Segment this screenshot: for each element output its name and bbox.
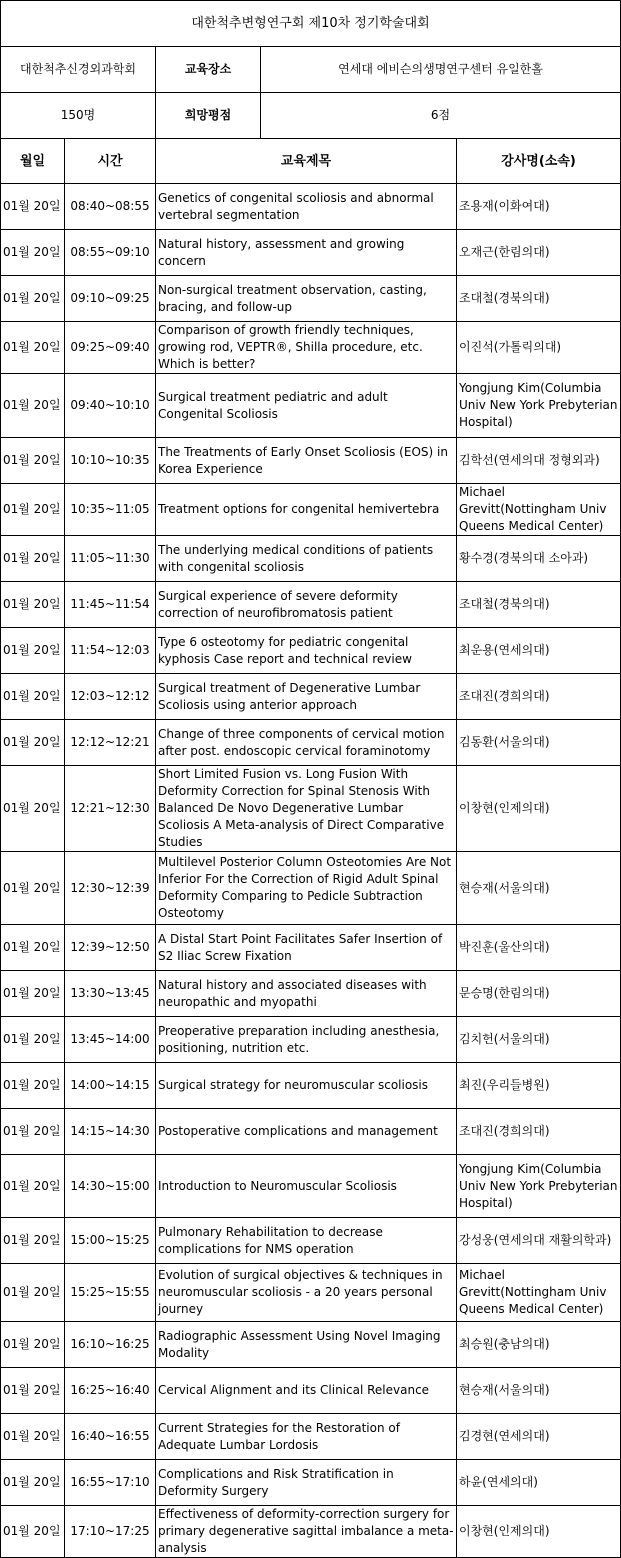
row-time: 15:25~15:55 — [65, 1264, 156, 1322]
row-speaker: 현승재(서울의대) — [457, 852, 621, 925]
row-speaker: 오재근(한림의대) — [457, 230, 621, 276]
row-date: 01월 20일 — [1, 1017, 65, 1063]
header-speaker: 강사명(소속) — [457, 139, 621, 184]
row-date: 01월 20일 — [1, 582, 65, 628]
row-time: 12:21~12:30 — [65, 766, 156, 852]
table-row — [1, 1109, 621, 1155]
row-date: 01월 20일 — [1, 766, 65, 852]
row-time: 11:54~12:03 — [65, 628, 156, 674]
row-time: 10:35~11:05 — [65, 484, 156, 536]
row-speaker: 김치헌(서울의대) — [457, 1017, 621, 1063]
row-date: 01월 20일 — [1, 438, 65, 484]
table-row — [1, 628, 621, 674]
row-date: 01월 20일 — [1, 1414, 65, 1460]
row-topic: The underlying medical conditions of patients with congenital scoliosis — [156, 536, 457, 582]
row-date: 01월 20일 — [1, 484, 65, 536]
organizer: 대한척추신경외과학회 — [1, 47, 156, 93]
row-time: 13:45~14:00 — [65, 1017, 156, 1063]
row-topic: Change of three components of cervical motion after post. endoscopic cervical foraminotomy — [156, 720, 457, 766]
row-date: 01월 20일 — [1, 628, 65, 674]
table-row — [1, 1460, 621, 1506]
row-speaker: 김동환(서울의대) — [457, 720, 621, 766]
row-topic: Type 6 osteotomy for pediatric congenital kyphosis Case report and technical review — [156, 628, 457, 674]
row-time: 13:30~13:45 — [65, 971, 156, 1017]
table-row — [1, 536, 621, 582]
points: 6점 — [261, 93, 621, 139]
row-time: 10:10~10:35 — [65, 438, 156, 484]
table-row — [1, 1155, 621, 1218]
row-speaker: 최운용(연세의대) — [457, 628, 621, 674]
row-topic: Evolution of surgical objectives & techniques in neuromuscular scoliosis - a 20 years personal journey — [156, 1264, 457, 1322]
row-speaker: 조대철(경북의대) — [457, 276, 621, 322]
table-row — [1, 322, 621, 374]
row-topic: Non-surgical treatment observation, casting, bracing, and follow-up — [156, 276, 457, 322]
points-label: 희망평점 — [156, 93, 261, 139]
row-topic: Natural history, assessment and growing concern — [156, 230, 457, 276]
row-time: 12:12~12:21 — [65, 720, 156, 766]
row-speaker: Michael Grevitt(Nottingham Univ Queens Medical Center) — [457, 1264, 621, 1322]
row-date: 01월 20일 — [1, 536, 65, 582]
row-speaker: Yongjung Kim(Columbia Univ New York Prebyterian Hospital) — [457, 1155, 621, 1218]
row-time: 11:05~11:30 — [65, 536, 156, 582]
row-date: 01월 20일 — [1, 852, 65, 925]
row-speaker: 문승명(한림의대) — [457, 971, 621, 1017]
table-row — [1, 852, 621, 925]
row-date: 01월 20일 — [1, 971, 65, 1017]
row-speaker: 최승원(충남의대) — [457, 1322, 621, 1368]
row-date: 01월 20일 — [1, 1109, 65, 1155]
venue: 연세대 에비슨의생명연구센터 유일한홀 — [261, 47, 621, 93]
row-date: 01월 20일 — [1, 276, 65, 322]
row-time: 16:40~16:55 — [65, 1414, 156, 1460]
row-topic: Comparison of growth friendly techniques, growing rod, VEPTR®, Shilla procedure, etc. Which is better? — [156, 322, 457, 374]
row-time: 14:30~15:00 — [65, 1155, 156, 1218]
row-date: 01월 20일 — [1, 184, 65, 230]
row-date: 01월 20일 — [1, 374, 65, 438]
row-date: 01월 20일 — [1, 1460, 65, 1506]
row-time: 16:55~17:10 — [65, 1460, 156, 1506]
row-time: 16:25~16:40 — [65, 1368, 156, 1414]
capacity: 150명 — [1, 93, 156, 139]
row-speaker: 조대진(경희의대) — [457, 1109, 621, 1155]
venue-label: 교육장소 — [156, 47, 261, 93]
row-topic: Surgical experience of severe deformity correction of neurofibromatosis patient — [156, 582, 457, 628]
row-date: 01월 20일 — [1, 1155, 65, 1218]
row-topic: Surgical strategy for neuromuscular scoliosis — [156, 1063, 457, 1109]
table-row — [1, 582, 621, 628]
row-topic: Genetics of congenital scoliosis and abnormal vertebral segmentation — [156, 184, 457, 230]
row-time: 15:00~15:25 — [65, 1218, 156, 1264]
table-row — [1, 925, 621, 971]
row-speaker: 이진석(가톨릭의대) — [457, 322, 621, 374]
info-row-venue — [1, 47, 621, 93]
row-date: 01월 20일 — [1, 1264, 65, 1322]
row-topic: Pulmonary Rehabilitation to decrease complications for NMS operation — [156, 1218, 457, 1264]
table-row — [1, 184, 621, 230]
row-time: 08:55~09:10 — [65, 230, 156, 276]
table-row — [1, 674, 621, 720]
row-topic: Effectiveness of deformity-correction surgery for primary degenerative sagittal imbalance a meta-analysis — [156, 1506, 457, 1558]
row-speaker: 조대진(경희의대) — [457, 674, 621, 720]
row-topic: Treatment options for congenital hemivertebra — [156, 484, 457, 536]
row-speaker: 황수경(경북의대 소아과) — [457, 536, 621, 582]
table-row — [1, 1063, 621, 1109]
info-row-capacity — [1, 93, 621, 139]
row-time: 12:39~12:50 — [65, 925, 156, 971]
row-speaker: 김학선(연세의대 정형외과) — [457, 438, 621, 484]
row-date: 01월 20일 — [1, 720, 65, 766]
row-topic: Introduction to Neuromuscular Scoliosis — [156, 1155, 457, 1218]
row-time: 16:10~16:25 — [65, 1322, 156, 1368]
row-time: 09:25~09:40 — [65, 322, 156, 374]
table-row — [1, 720, 621, 766]
header-time: 시간 — [65, 139, 156, 184]
table-row — [1, 1414, 621, 1460]
row-time: 08:40~08:55 — [65, 184, 156, 230]
row-topic: The Treatments of Early Onset Scoliosis (EOS) in Korea Experience — [156, 438, 457, 484]
row-time: 17:10~17:25 — [65, 1506, 156, 1558]
row-time: 12:03~12:12 — [65, 674, 156, 720]
row-time: 14:00~14:15 — [65, 1063, 156, 1109]
row-topic: A Distal Start Point Facilitates Safer Insertion of S2 Iliac Screw Fixation — [156, 925, 457, 971]
row-date: 01월 20일 — [1, 1368, 65, 1414]
row-topic: Multilevel Posterior Column Osteotomies Are Not Inferior For the Correction of Rigid Adult Spinal Deformity Comparing to Pedicle Subtraction Osteotomy — [156, 852, 457, 925]
table-row — [1, 1264, 621, 1322]
row-speaker: 박진훈(울산의대) — [457, 925, 621, 971]
row-time: 11:45~11:54 — [65, 582, 156, 628]
table-row — [1, 374, 621, 438]
row-topic: Natural history and associated diseases with neuropathic and myopathi — [156, 971, 457, 1017]
row-topic: Radiographic Assessment Using Novel Imaging Modality — [156, 1322, 457, 1368]
header-date: 월일 — [1, 139, 65, 184]
row-speaker: Michael Grevitt(Nottingham Univ Queens Medical Center) — [457, 484, 621, 536]
row-speaker: 조대철(경북의대) — [457, 582, 621, 628]
row-date: 01월 20일 — [1, 322, 65, 374]
header-row — [1, 139, 621, 184]
table-row — [1, 766, 621, 852]
table-row — [1, 1506, 621, 1558]
row-topic: Complications and Risk Stratification in Deformity Surgery — [156, 1460, 457, 1506]
row-speaker: 조용재(이화여대) — [457, 184, 621, 230]
row-date: 01월 20일 — [1, 1063, 65, 1109]
row-speaker: 강성웅(연세의대 재활의학과) — [457, 1218, 621, 1264]
row-date: 01월 20일 — [1, 230, 65, 276]
row-time: 09:10~09:25 — [65, 276, 156, 322]
row-speaker: 이창현(인제의대) — [457, 1506, 621, 1558]
row-date: 01월 20일 — [1, 1218, 65, 1264]
table-row — [1, 1218, 621, 1264]
row-date: 01월 20일 — [1, 674, 65, 720]
row-time: 12:30~12:39 — [65, 852, 156, 925]
row-topic: Preoperative preparation including anesthesia, positioning, nutrition etc. — [156, 1017, 457, 1063]
row-time: 09:40~10:10 — [65, 374, 156, 438]
row-topic: Short Limited Fusion vs. Long Fusion With Deformity Correction for Spinal Stenosis With Balanced De Novo Degenerative Lumbar Scoliosis A Meta-analysis of Direct Comparative Studies — [156, 766, 457, 852]
row-speaker: 최진(우리들병원) — [457, 1063, 621, 1109]
row-speaker: 이창현(인제의대) — [457, 766, 621, 852]
table-row — [1, 438, 621, 484]
row-speaker: 현승재(서울의대) — [457, 1368, 621, 1414]
row-date: 01월 20일 — [1, 925, 65, 971]
table-row — [1, 1322, 621, 1368]
row-topic: Surgical treatment of Degenerative Lumbar Scoliosis using anterior approach — [156, 674, 457, 720]
header-topic: 교육제목 — [156, 139, 457, 184]
row-speaker: 하윤(연세의대) — [457, 1460, 621, 1506]
table-row — [1, 276, 621, 322]
title-row — [1, 1, 621, 47]
row-time: 14:15~14:30 — [65, 1109, 156, 1155]
row-date: 01월 20일 — [1, 1506, 65, 1558]
table-row — [1, 1017, 621, 1063]
table-row — [1, 484, 621, 536]
row-speaker: Yongjung Kim(Columbia Univ New York Prebyterian Hospital) — [457, 374, 621, 438]
table-row — [1, 1368, 621, 1414]
table-row — [1, 230, 621, 276]
row-topic: Cervical Alignment and its Clinical Relevance — [156, 1368, 457, 1414]
row-topic: Surgical treatment pediatric and adult Congenital Scoliosis — [156, 374, 457, 438]
row-topic: Current Strategies for the Restoration of Adequate Lumbar Lordosis — [156, 1414, 457, 1460]
row-topic: Postoperative complications and management — [156, 1109, 457, 1155]
row-date: 01월 20일 — [1, 1322, 65, 1368]
page-title: 대한척추변형연구회 제10차 정기학술대회 — [1, 1, 621, 47]
row-speaker: 김경현(연세의대) — [457, 1414, 621, 1460]
table-row — [1, 971, 621, 1017]
